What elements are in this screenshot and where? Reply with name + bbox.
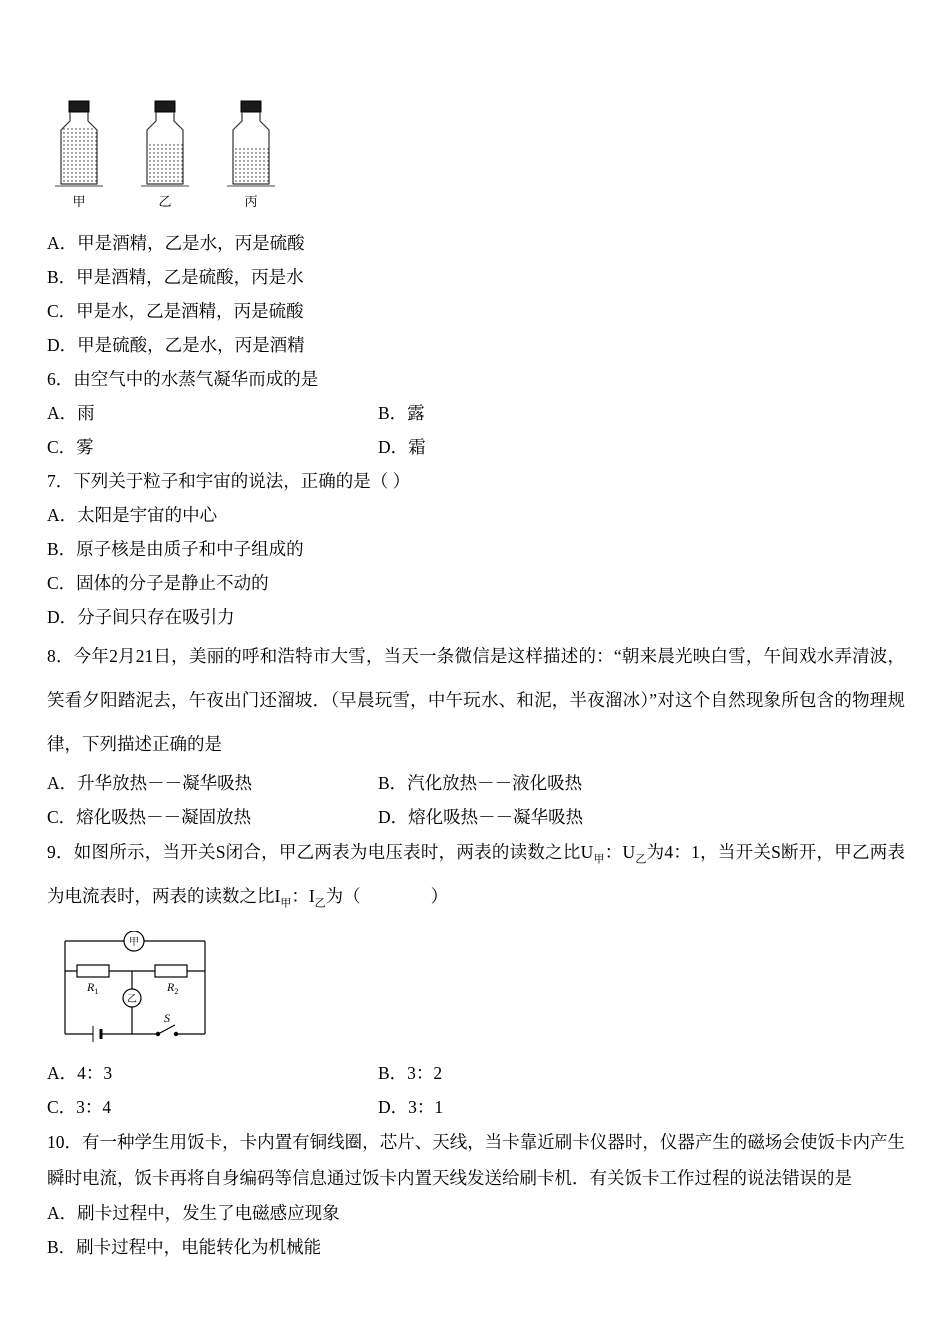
bottle-cap <box>69 101 89 112</box>
switch-blade <box>158 1025 175 1034</box>
q10-options <box>47 1196 905 1264</box>
q7-option-d: D．分子间只存在吸引力 <box>47 607 235 627</box>
q6-option-d: D．霜 <box>378 437 426 457</box>
circuit-diagram <box>55 931 215 1045</box>
switch-label: S <box>164 1011 170 1025</box>
q9-stem-text: 9．如图所示，当开关S闭合，甲乙两表为电压表时，两表的读数之比U <box>47 842 594 862</box>
q7-option-c: C．固体的分子是静止不动的 <box>47 573 269 593</box>
bottle-jia <box>55 100 103 210</box>
resistor-r2-icon <box>155 965 187 977</box>
q9-stem-text: 为4：1，当开关S断开，甲乙两表为电流表时，两表的读数之比I <box>47 842 906 906</box>
q6-stem: 6．由空气中的水蒸气凝华而成的是 <box>47 369 319 389</box>
bottle-cap <box>155 101 175 112</box>
bottle-jia-diagram <box>55 100 103 190</box>
figure-circuit <box>55 931 905 1050</box>
q9-options <box>47 1056 905 1124</box>
q9-stem-text: 为（ ） <box>325 885 449 906</box>
q6-options <box>47 396 905 464</box>
bottle-yi <box>141 100 189 210</box>
subscript-yi: 乙 <box>635 853 647 866</box>
q8-option-c: C．熔化吸热－－凝固放热 <box>47 807 252 827</box>
bottle-label-bing: 丙 <box>244 194 258 209</box>
q6-option-a: A．雨 <box>47 403 95 423</box>
q7-stem: 7．下列关于粒子和宇宙的说法，正确的是（ ） <box>47 471 411 491</box>
q10-option-a: A．刷卡过程中，发生了电磁感应现象 <box>47 1203 340 1223</box>
q9-option-d: D．3：1 <box>378 1097 444 1117</box>
resistor-r1-icon <box>77 965 109 977</box>
q6-option-c: C．雾 <box>47 437 94 457</box>
q5-options <box>47 226 905 362</box>
q8-option-a: A．升华放热－－凝华吸热 <box>47 773 253 793</box>
bottle-label-yi: 乙 <box>158 194 172 209</box>
q9-stem-text: ：I <box>291 885 315 906</box>
q10-stem: 10．有一种学生用饭卡，卡内置有铜线圈，芯片、天线，当卡靠近刷卡仪器时，仪器产生的磁场会使饭卡内产生瞬时电流，饭卡再将自身编码等信息通过饭卡内置天线发送给刷卡机．有关饭卡工作过程的说法错误的是 <box>47 1132 905 1188</box>
q7-option-b: B．原子核是由质子和中子组成的 <box>47 539 304 559</box>
bottle-cap <box>241 101 261 112</box>
liquid-fill <box>147 142 183 184</box>
bottle-label-jia: 甲 <box>72 194 86 209</box>
bottle-bing <box>227 100 275 210</box>
q10-option-b: B．刷卡过程中，电能转化为机械能 <box>47 1237 322 1257</box>
q7-options <box>47 498 905 634</box>
switch-contact <box>174 1032 177 1035</box>
q8-option-d: D．熔化吸热－－凝华吸热 <box>378 807 584 827</box>
q6-option-b: B．露 <box>378 403 425 423</box>
q9-stem-text: ：U <box>604 842 636 862</box>
q9-option-b: B．3：2 <box>378 1063 443 1083</box>
liquid-fill <box>61 127 97 184</box>
resistor-r1-label: $R_1$ <box>87 980 99 996</box>
q8-options <box>47 766 905 834</box>
subscript-jia: 甲 <box>593 853 605 866</box>
bottle-bing-diagram <box>227 100 275 190</box>
q5-option-b: B．甲是酒精，乙是硫酸，丙是水 <box>47 267 304 287</box>
q5-option-a: A．甲是酒精，乙是水，丙是硫酸 <box>47 233 305 253</box>
q9-option-c: C．3：4 <box>47 1097 112 1117</box>
q9-stem <box>47 834 905 921</box>
bottle-yi-diagram <box>141 100 189 190</box>
figure-three-bottles <box>55 100 905 210</box>
subscript-yi: 乙 <box>314 897 326 909</box>
q8-stem: 8．今年2月21日，美丽的呼和浩特市大雪，当天一条微信是这样描述的：“朝来晨光映白雪，午间戏水弄清波，笑看夕阳踏泥去，午夜出门还溜坡．（早晨玩雪，中午玩水、和泥，半夜溜冰）”对这个自然现象所包含的物理规律，下列描述正确的是 <box>47 646 905 754</box>
subscript-jia: 甲 <box>280 897 292 909</box>
q5-option-c: C．甲是水，乙是酒精，丙是硫酸 <box>47 301 304 321</box>
liquid-fill <box>233 147 269 184</box>
q8-option-b: B．汽化放热－－液化吸热 <box>378 773 583 793</box>
q5-option-d: D．甲是硫酸，乙是水，丙是酒精 <box>47 335 305 355</box>
meter-jia-label: 甲 <box>129 937 139 948</box>
meter-yi-label: 乙 <box>127 994 137 1005</box>
q7-option-a: A．太阳是宇宙的中心 <box>47 505 218 525</box>
resistor-r2-label: $R_2$ <box>167 980 179 996</box>
q9-option-a: A．4：3 <box>47 1063 113 1083</box>
